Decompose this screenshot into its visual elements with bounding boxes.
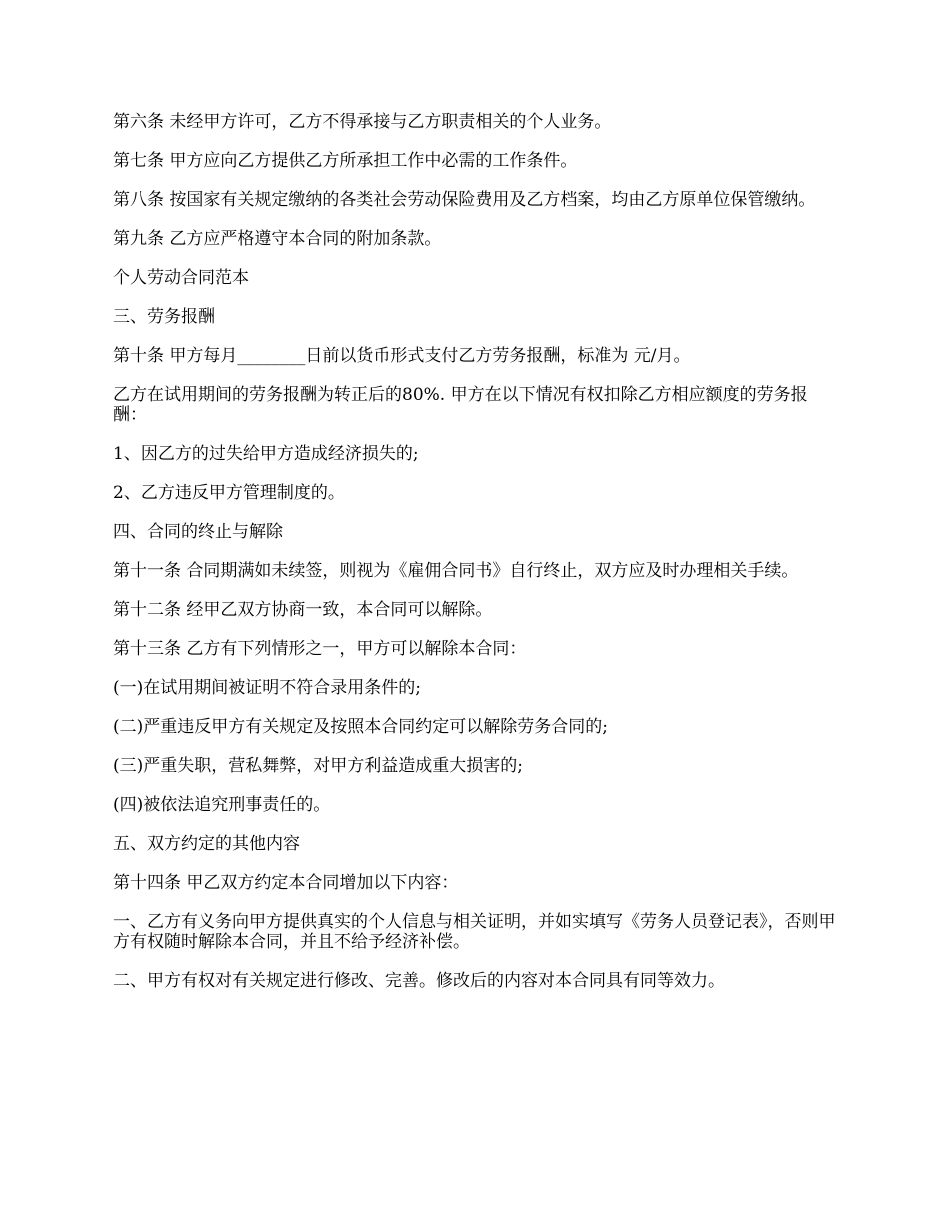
clause-8: 第八条 按国家有关规定缴纳的各类社会劳动保险费用及乙方档案，均由乙方原单位保管缴纳。	[113, 190, 816, 210]
termination-item-2: (二)严重违反甲方有关规定及按照本合同约定可以解除劳务合同的;	[113, 717, 608, 737]
probation-pay-paragraph: 乙方在试用期间的劳务报酬为转正后的80%. 甲方在以下情况有权扣除乙方相应额度的劳务报酬：	[113, 385, 808, 425]
clause-10: 第十条 甲方每月________日前以货币形式支付乙方劳务报酬，标准为 元/月。	[113, 346, 691, 366]
deduction-item-1: 1、因乙方的过失给甲方造成经济损失的;	[113, 444, 419, 464]
clause-6: 第六条 未经甲方许可，乙方不得承接与乙方职责相关的个人业务。	[113, 112, 612, 132]
document-subtitle: 个人劳动合同范本	[113, 268, 249, 288]
section-heading-other: 五、双方约定的其他内容	[113, 834, 300, 854]
additional-item-2: 二、甲方有权对有关规定进行修改、完善。修改后的内容对本合同具有同等效力。	[113, 971, 725, 991]
termination-item-3: (三)严重失职，营私舞弊，对甲方利益造成重大损害的;	[113, 756, 523, 776]
document-body	[113, 112, 838, 1010]
section-heading-termination: 四、合同的终止与解除	[113, 522, 283, 542]
termination-item-4: (四)被依法追究刑事责任的。	[113, 795, 331, 815]
clause-13: 第十三条 乙方有下列情形之一，甲方可以解除本合同：	[113, 639, 527, 659]
clause-11: 第十一条 合同期满如未续签，则视为《雇佣合同书》自行终止，双方应及时办理相关手续。	[113, 561, 799, 581]
clause-12: 第十二条 经甲乙双方协商一致，本合同可以解除。	[113, 600, 493, 620]
termination-item-1: (一)在试用期间被证明不符合录用条件的;	[113, 678, 421, 698]
clause-7: 第七条 甲方应向乙方提供乙方所承担工作中必需的工作条件。	[113, 151, 578, 171]
section-heading-remuneration: 三、劳务报酬	[113, 307, 215, 327]
deduction-item-2: 2、乙方违反甲方管理制度的。	[113, 483, 345, 503]
clause-14: 第十四条 甲乙双方约定本合同增加以下内容：	[113, 873, 459, 893]
additional-item-1: 一、乙方有义务向甲方提供真实的个人信息与相关证明，并如实填写《劳务人员登记表》，否则甲方有权随时解除本合同，并且不给予经济补偿。	[113, 912, 836, 952]
clause-9: 第九条 乙方应严格遵守本合同的附加条款。	[113, 229, 442, 249]
